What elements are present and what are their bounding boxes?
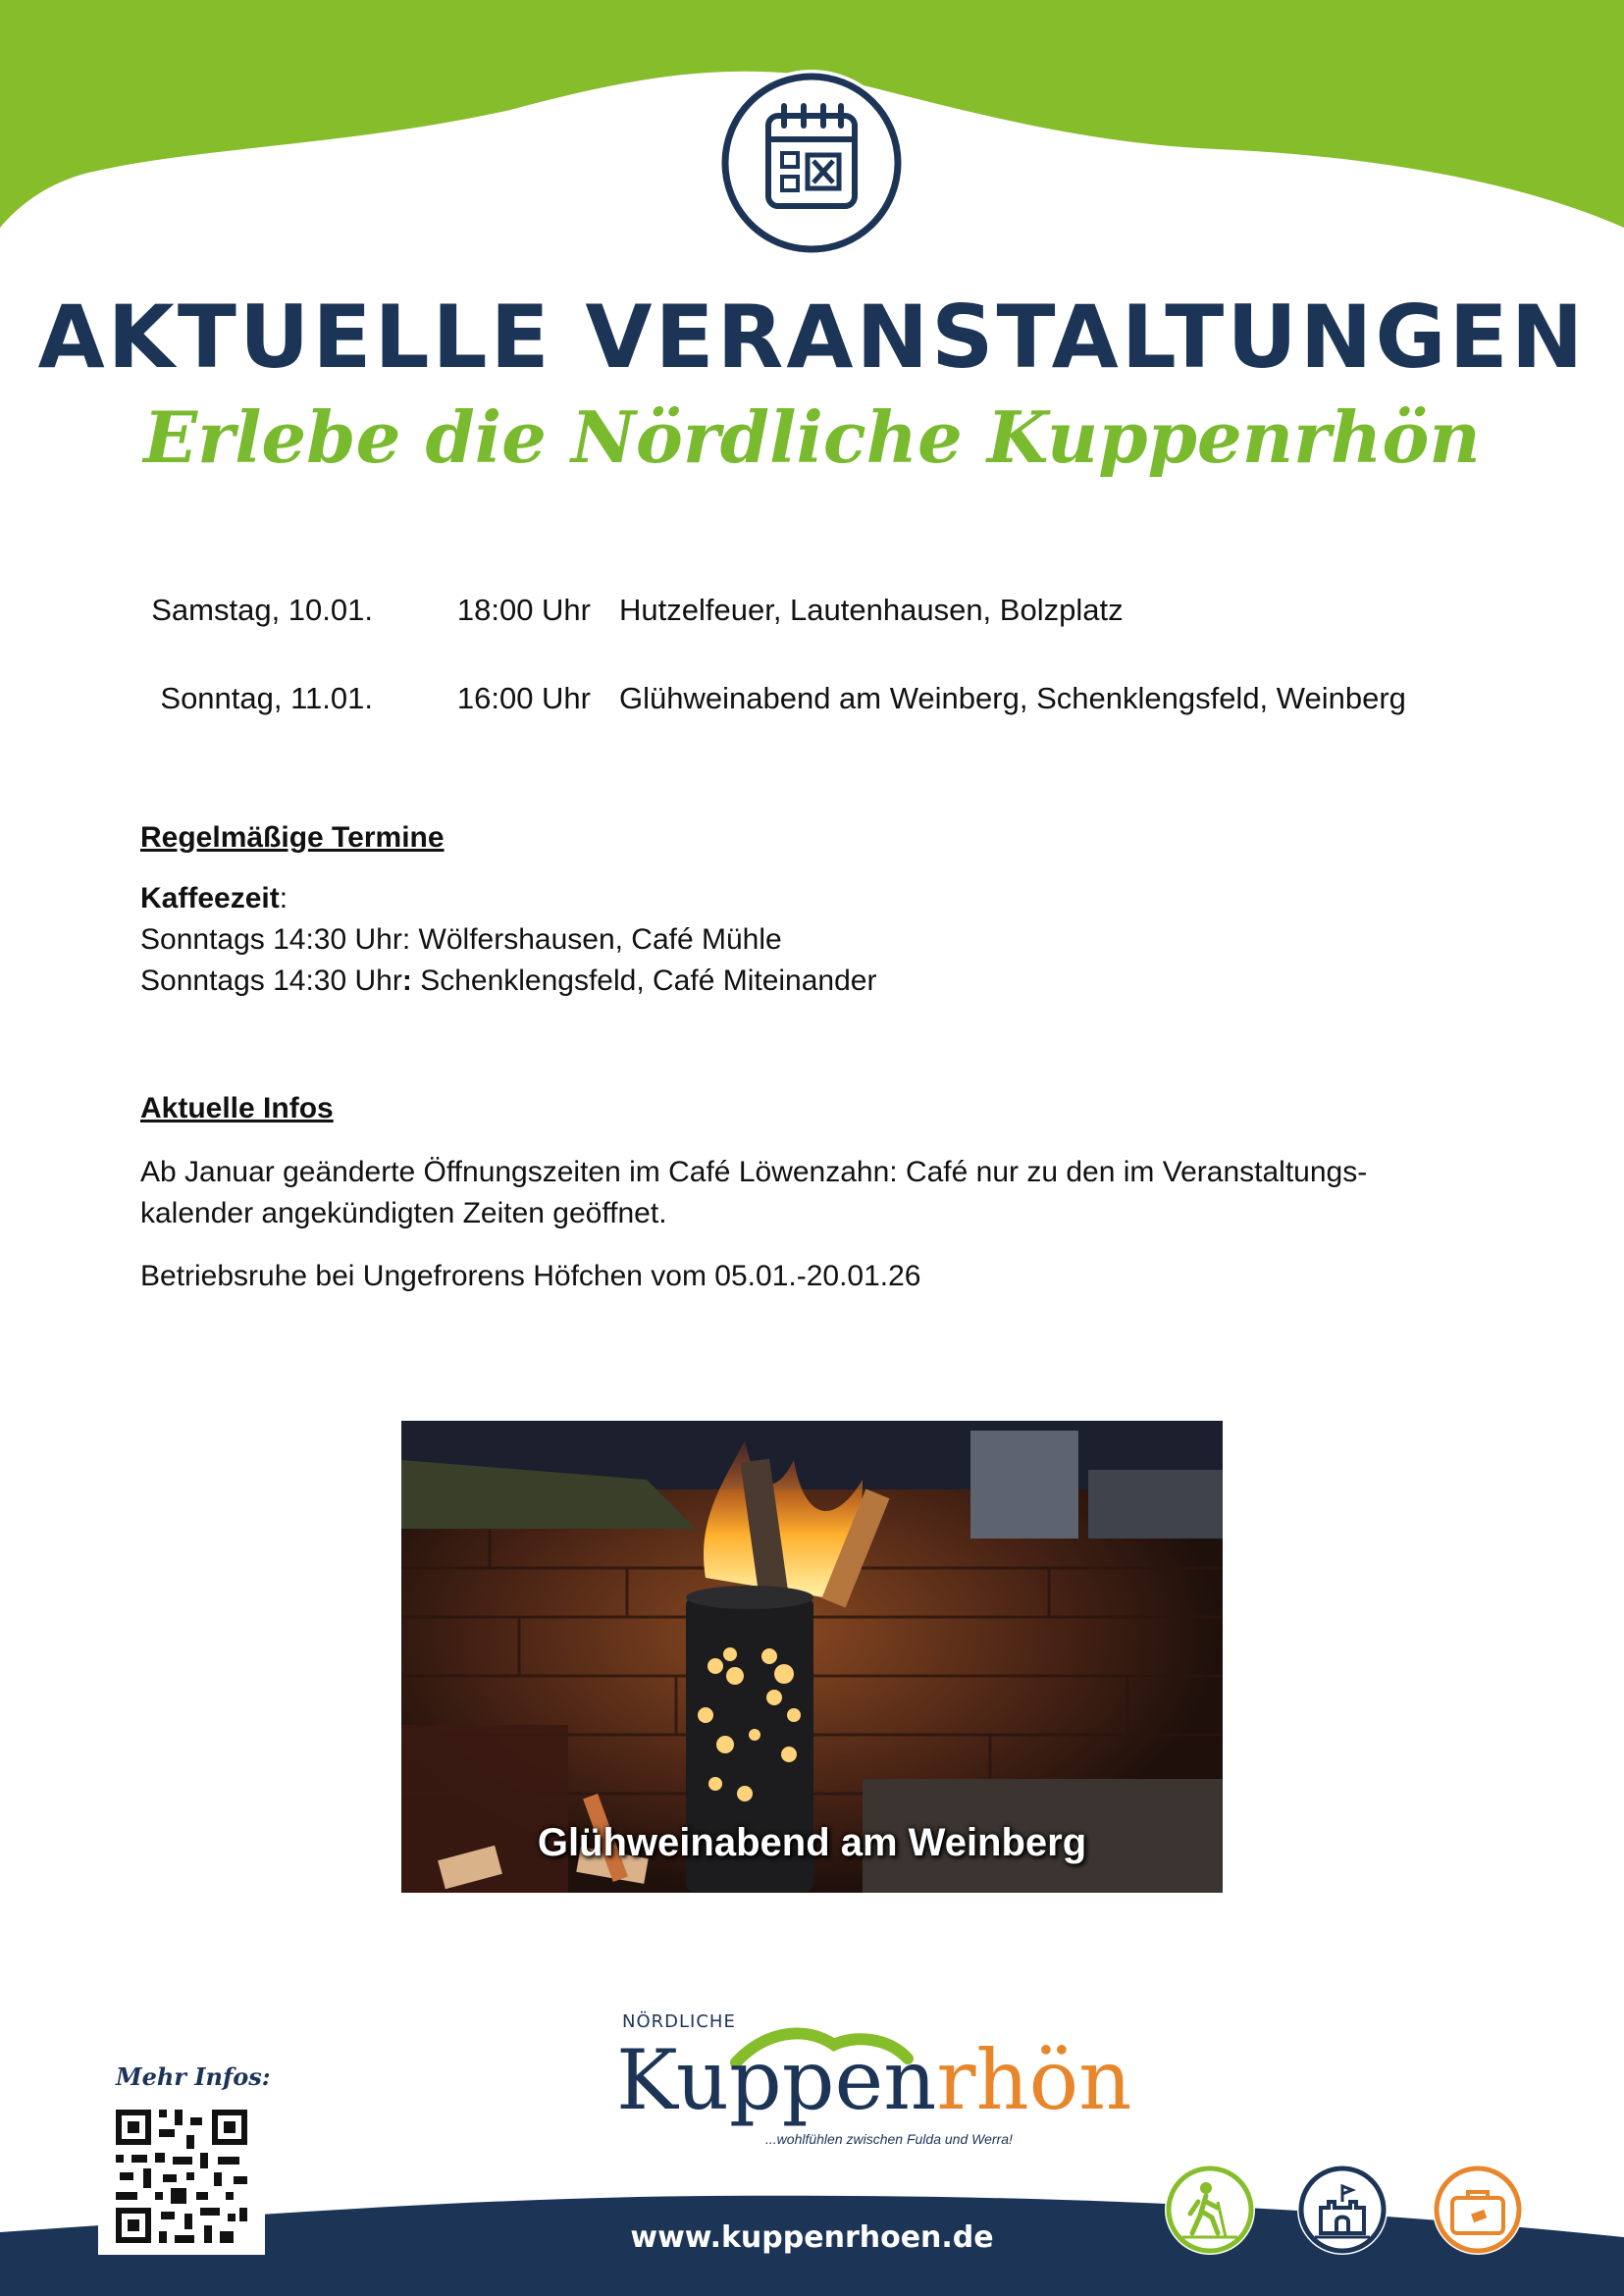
logo-tagline: ...wohlfühlen zwischen Fulda und Werra! [765,2131,1013,2147]
website-url[interactable]: www.kuppenrhoen.de [630,2220,994,2255]
coffee-time-place: Schenklengsfeld, Café Miteinander [411,965,877,997]
regular-dates-heading: Regelmäßige Termine [140,821,445,854]
event-time: 16:00 Uhr [456,681,591,715]
coffee-time-title: Kaffeezeit [140,882,280,914]
event-day: Samstag, 10.01. [151,593,373,627]
event-day: Sonntag, 11.01. [160,681,373,715]
event-row [0,589,1624,632]
coffee-time-when: Sonntags 14:30 Uhr [140,923,402,956]
page-subtitle: Erlebe die Nördliche Kuppenrhön [143,395,1481,479]
event-description: Glühweinabend am Weinberg, Schenklengsfeld, Weinberg [619,681,1406,715]
coffee-time-place: Wölfershausen, Café Mühle [410,923,782,956]
coffee-time-label [140,878,288,919]
info-paragraph-line: Ab Januar geänderte Öffnungszeiten im Café Löwenzahn: Café nur zu den im Veranstaltungs- [140,1156,1368,1188]
calendar-icon [721,63,902,257]
coffee-time-entry [140,961,876,1002]
logo-wordmark [616,2032,1132,2128]
event-row [0,677,1624,720]
event-description: Hutzelfeuer, Lautenhausen, Bolzplatz [619,593,1124,627]
logo-small-text: NÖRDLICHE [622,2011,736,2032]
suitcase-icon [1431,2163,1525,2257]
coffee-time-colon: : [401,965,412,997]
logo-wordmark-part: rhön [936,2032,1132,2128]
current-infos-heading: Aktuelle Infos [140,1092,334,1124]
castle-icon [1295,2163,1389,2257]
logo-wordmark-part: Kuppen [616,2032,937,2128]
event-time: 18:00 Uhr [456,593,591,627]
more-info-label: Mehr Infos: [116,2062,271,2091]
coffee-time-colon: : [401,923,411,956]
photo-caption: Glühweinabend am Weinberg [537,1821,1087,1864]
info-paragraph: Betriebsruhe bei Ungefrorens Höfchen vom 05.01.-20.01.26 [140,1260,921,1292]
page-title: AKTUELLE VERANSTALTUNGEN [37,287,1587,388]
hiking-icon [1163,2163,1257,2257]
coffee-time-colon: : [279,882,288,914]
coffee-time-entry [140,919,782,961]
coffee-time-when: Sonntags 14:30 Uhr [140,965,402,997]
info-paragraph-line: kalender angekündigten Zeiten geöffnet. [140,1197,667,1229]
